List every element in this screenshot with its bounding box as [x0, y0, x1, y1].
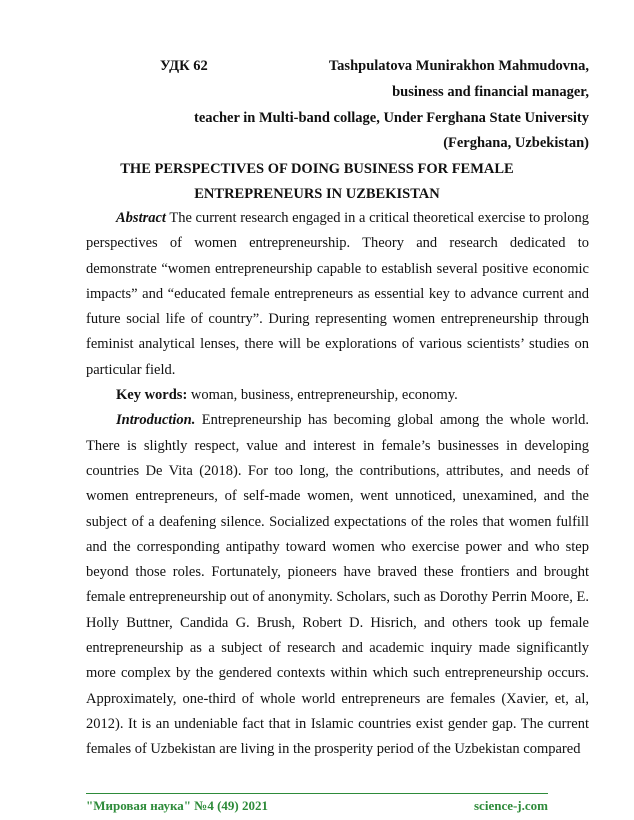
footer-journal: "Мировая наука" №4 (49) 2021: [86, 798, 268, 813]
introduction-label: Introduction.: [116, 412, 196, 429]
keywords-paragraph: [86, 383, 589, 408]
author-location: (Ferghana, Uzbekistan): [443, 135, 589, 151]
footer-divider: [86, 793, 548, 794]
abstract-text: The current research engaged in a critical theoretical exercise to prolong perspectives of women entrepreneurship. Theory and research dedicated to demonstrate “women entrepreneurship capable to establish several positive economic impacts” and “educated female entrepreneurs as essential key to advance current and future social life of country”. During representing women entrepreneurship through feminist analytical lenses, there will be explorations of various scientists’ studies on particular field.: [86, 210, 589, 378]
paper-title-line-1: THE PERSPECTIVES OF DOING BUSINESS FOR FEMALE: [120, 161, 514, 177]
keywords-label: Key words:: [116, 387, 188, 404]
author-name: Tashpulatova Munirakhon Mahmudovna,: [328, 58, 589, 74]
introduction-paragraph: [86, 408, 589, 762]
author-affiliation: teacher in Multi-band collage, Under Ferghana State University: [194, 110, 589, 126]
introduction-text: Entrepreneurship has becoming global among the whole world. There is slightly respect, value and interest in female’s businesses in developing countries De Vita (2018). For too long, the contributions, attributes, and needs of women entrepreneurs, of self-made women, went unnoticed, unexamined, and the subject of a deafening silence. Socialized expectations of the roles that women fulfill and the corresponding antipathy toward women who exercise power and who step beyond those roles. Fortunately, pioneers have braved these frontiers and brought female entrepreneurship out of anonymity. Scholars, such as Dorothy Perrin Moore, E. Holly Buttner, Candida G. Brush, Robert D. Hisrich, and others took up female entrepreneurship as a subject of research and academic inquiry made significantly more complex by the gendered contexts within which such entrepreneurship occurs. Approximately, one-third of whole world entrepreneurs are females (Xavier, et, al, 2012). It is an undeniable fact that in Islamic countries exist gender gap. The current females of Uzbekistan are living in the prosperity period of the Uzbekistan compared: [86, 412, 589, 758]
abstract-paragraph: [86, 206, 589, 383]
author-position: business and financial manager,: [392, 84, 589, 100]
paper-body: [86, 206, 589, 763]
keywords-text: woman, business, entrepreneurship, economy.: [187, 387, 458, 404]
paper-title-line-2: ENTREPRENEURS IN UZBEKISTAN: [194, 186, 440, 202]
abstract-label: Abstract: [116, 210, 166, 226]
udk-code: УДК 62: [160, 58, 208, 74]
footer-site-link[interactable]: science-j.com: [474, 798, 548, 813]
